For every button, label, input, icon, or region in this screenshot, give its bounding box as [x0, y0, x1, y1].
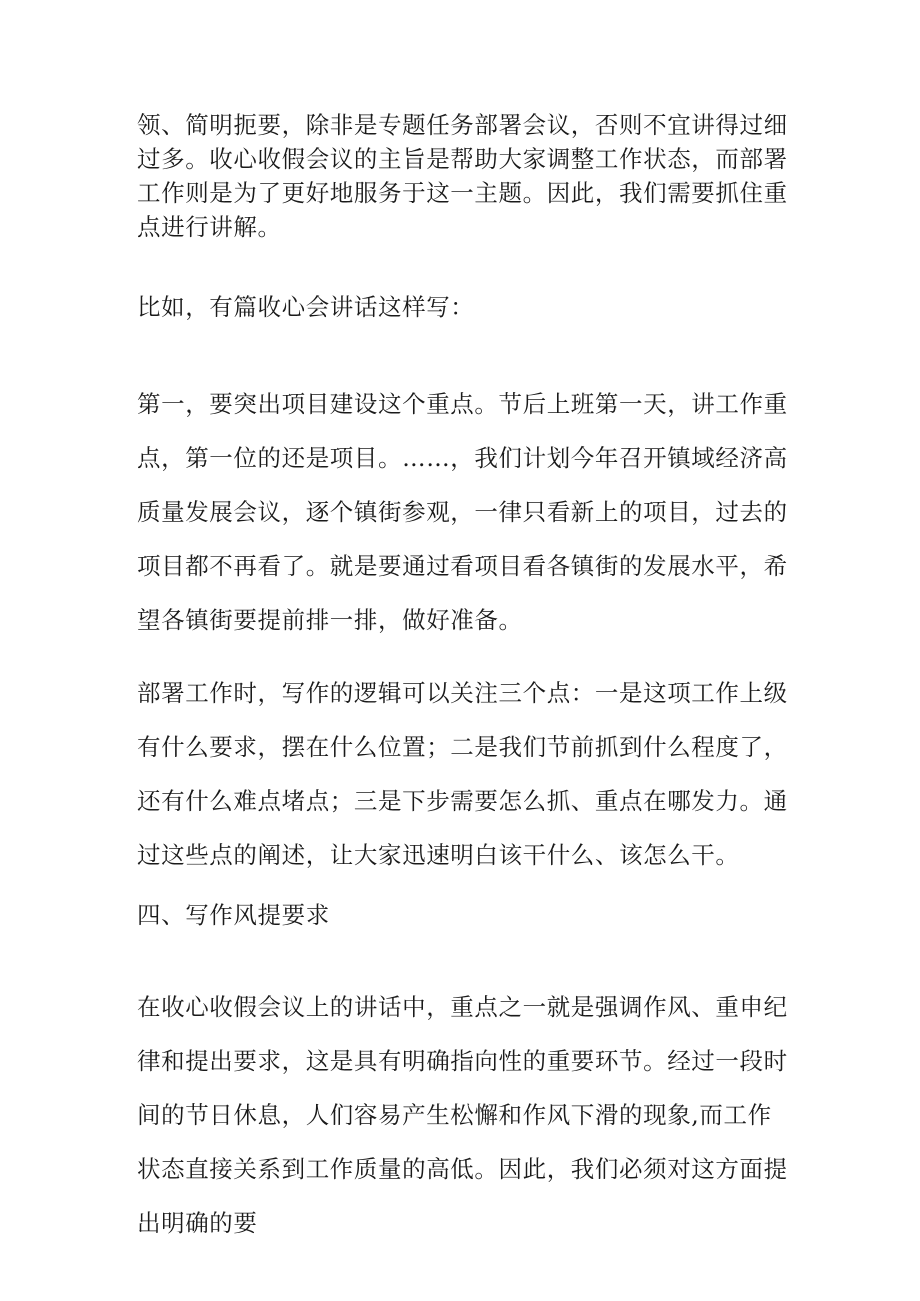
paragraph-deployment-logic: 部署工作时，写作的逻辑可以关注三个点：一是这项工作上级有什么要求，摆在什么位置；二是我们节前抓到什么程度了，还有什么难点堵点；三是下步需要怎么抓、重点在哪发力。通过这些点的阐述，让大家迅速明白该干什么、该怎么干。 [137, 679, 788, 869]
paragraph-intro-continuation: 领、简明扼要，除非是专题任务部署会议，否则不宜讲得过细过多。收心收假会议的主旨是帮助大家调整工作状态，而部署工作则是为了更好地服务于这一主题。因此，我们需要抓住重点进行讲解。 [137, 111, 788, 241]
section-heading: 四、写作风提要求 [137, 901, 330, 929]
paragraph-example-quote: 第一，要突出项目建设这个重点。节后上班第一天，讲工作重点，第一位的还是项目。……，我们计划今年召开镇域经济高质量发展会议，逐个镇街参观，一律只看新上的项目，过去的项目都不再看了。就是要通过看项目看各镇街的发展水平，希望各镇街要提前排一排，做好准备。 [137, 390, 788, 634]
paragraph-work-style: 在收心收假会议上的讲话中，重点之一就是强调作风、重申纪律和提出要求，这是具有明确指向性的重要环节。经过一段时间的节日休息，人们容易产生松懈和作风下滑的现象,而工作状态直接关系到工作质量的高低。因此，我们必须对这方面提出明确的要 [137, 993, 788, 1237]
paragraph-example-lead: 比如，有篇收心会讲话这样写： [137, 293, 475, 321]
